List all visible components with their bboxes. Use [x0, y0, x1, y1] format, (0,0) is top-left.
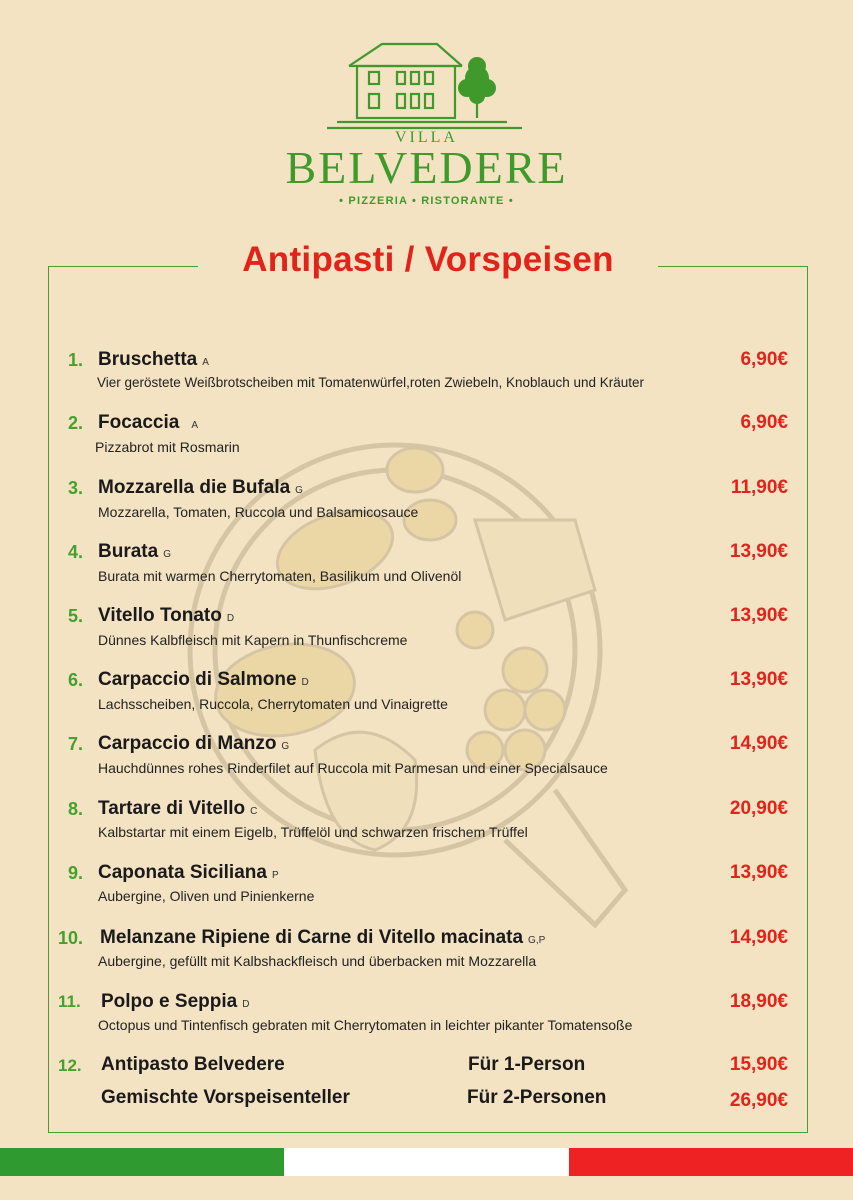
item-price: 20,90€ — [729, 798, 788, 819]
list-item — [0, 666, 853, 716]
item-name — [98, 733, 289, 755]
item-name-text: Mozzarella die Bufala — [98, 477, 291, 498]
italian-flag-stripe — [0, 1148, 853, 1176]
item-name — [98, 477, 303, 499]
item-price: 14,90€ — [729, 733, 788, 754]
item-allergens: D — [226, 613, 235, 624]
item-price: 13,90€ — [729, 669, 788, 690]
item-name-text: Vitello Tonato — [98, 605, 222, 626]
item-number: 9. — [68, 863, 84, 883]
item-number: 4. — [68, 542, 84, 562]
frame-top-left-line — [48, 266, 198, 267]
list-item — [0, 538, 853, 588]
item-name-text: Tartare di Vitello — [98, 798, 246, 819]
list-item — [0, 924, 853, 974]
list-item — [0, 474, 853, 524]
item-price: 6,90€ — [740, 349, 788, 370]
platter-item — [0, 1052, 853, 1122]
list-item — [0, 988, 853, 1038]
flag-white — [284, 1148, 568, 1176]
item-number: 8. — [68, 799, 84, 819]
item-number: 11. — [58, 992, 81, 1011]
item-name — [98, 669, 309, 691]
item-name — [98, 412, 198, 434]
platter-option-2: Für 2-Personen — [467, 1087, 607, 1108]
platter-name: Antipasto Belvedere — [101, 1054, 285, 1075]
item-description: Dünnes Kalbfleisch mit Kapern in Thunfischcreme — [98, 632, 408, 648]
item-allergens: A — [191, 420, 198, 431]
item-number: 7. — [68, 734, 84, 754]
item-name-text: Melanzane Ripiene di Carne di Vitello macinata — [100, 927, 524, 948]
item-price: 13,90€ — [729, 862, 788, 883]
item-number: 5. — [68, 606, 84, 626]
item-name — [100, 927, 545, 949]
item-price: 18,90€ — [729, 991, 788, 1012]
platter-price-2: 26,90€ — [729, 1090, 788, 1111]
item-description: Hauchdünnes rohes Rinderfilet auf Ruccola mit Parmesan und einer Specialsauce — [98, 760, 608, 776]
item-price: 13,90€ — [729, 541, 788, 562]
item-name-text: Polpo e Seppia — [101, 991, 238, 1012]
frame-top-right-line — [658, 266, 808, 267]
item-description: Lachsscheiben, Ruccola, Cherrytomaten und Vinaigrette — [98, 696, 448, 712]
logo-subtitle: • PIZZERIA • RISTORANTE • — [339, 195, 514, 207]
item-description: Vier geröstete Weißbrotscheiben mit Tomatenwürfel,roten Zwiebeln, Knoblauch und Kräuter — [97, 375, 645, 390]
list-item — [0, 602, 853, 652]
item-name — [98, 862, 279, 884]
item-description: Kalbstartar mit einem Eigelb, Trüffelöl und schwarzen frischem Trüffel — [98, 824, 528, 840]
item-number: 10. — [58, 928, 84, 948]
item-allergens: G — [163, 549, 171, 560]
list-item — [0, 859, 853, 909]
item-allergens: C — [250, 806, 258, 817]
restaurant-logo — [0, 36, 853, 207]
item-allergens: G — [281, 741, 290, 752]
platter-option-1: Für 1-Person — [468, 1054, 586, 1075]
logo-villa-text: VILLA — [395, 129, 458, 146]
item-description: Mozzarella, Tomaten, Ruccola und Balsamicosauce — [98, 504, 419, 520]
item-name-text: Focaccia — [98, 412, 180, 433]
item-description: Pizzabrot mit Rosmarin — [95, 439, 240, 455]
item-description: Burata mit warmen Cherrytomaten, Basilikum und Olivenöl — [98, 568, 462, 584]
villa-house-icon — [327, 36, 527, 131]
item-name — [101, 991, 249, 1013]
item-number: 1. — [68, 350, 84, 370]
item-number: 6. — [68, 670, 84, 690]
item-price: 14,90€ — [729, 927, 788, 948]
item-number: 2. — [68, 413, 84, 433]
item-description: Octopus und Tintenfisch gebraten mit Cherrytomaten in leichter pikanter Tomatensoße — [98, 1017, 633, 1033]
item-price: 11,90€ — [730, 477, 788, 498]
item-name — [98, 605, 234, 627]
item-allergens: G,P — [528, 935, 546, 946]
item-allergens: P — [271, 870, 279, 881]
item-name-text: Carpaccio di Salmone — [98, 669, 297, 690]
item-allergens: A — [202, 357, 209, 368]
item-price: 6,90€ — [740, 412, 788, 433]
item-name — [98, 798, 257, 820]
item-allergens: G — [295, 485, 303, 496]
flag-red — [569, 1148, 853, 1176]
item-name-text: Carpaccio di Manzo — [98, 733, 277, 754]
item-name-text: Caponata Siciliana — [98, 862, 267, 883]
item-allergens: D — [301, 677, 309, 688]
platter-price-1: 15,90€ — [729, 1054, 788, 1075]
page-title: Antipasti / Vorspeisen — [242, 240, 614, 279]
item-name-text: Bruschetta — [98, 349, 198, 370]
item-name — [98, 541, 171, 563]
item-description: Aubergine, Oliven und Pinienkerne — [98, 888, 315, 904]
list-item — [0, 346, 853, 396]
logo-brand-text: BELVEDERE — [285, 142, 568, 193]
list-item — [0, 730, 853, 780]
item-number: 3. — [68, 478, 84, 498]
list-item — [0, 795, 853, 845]
item-description: Aubergine, gefüllt mit Kalbshackfleisch und überbacken mit Mozzarella — [98, 953, 537, 969]
item-name-text: Burata — [98, 541, 159, 562]
flag-green — [0, 1148, 284, 1176]
item-number: 12. — [58, 1056, 82, 1075]
item-price: 13,90€ — [729, 605, 788, 626]
list-item — [0, 409, 853, 459]
platter-subname: Gemischte Vorspeisenteller — [101, 1087, 350, 1108]
item-allergens: D — [242, 999, 250, 1010]
item-name — [98, 349, 209, 371]
